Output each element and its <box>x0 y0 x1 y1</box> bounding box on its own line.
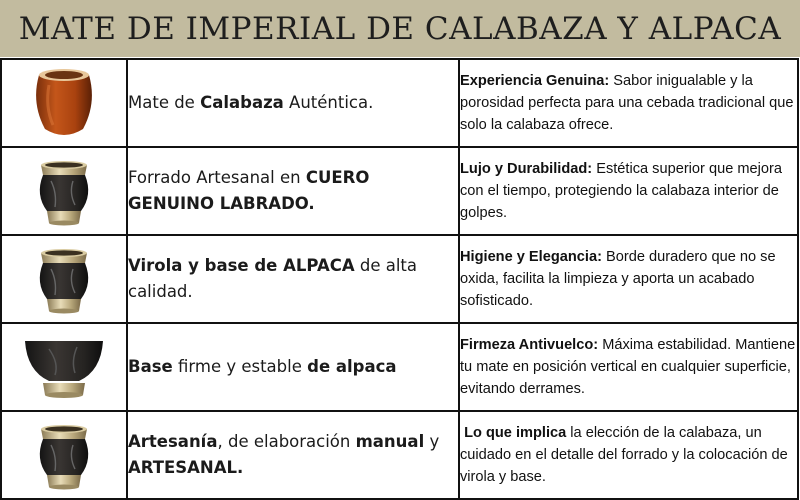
feature-text-bold: ARTESANAL. <box>128 458 244 477</box>
benefit-cell <box>459 59 798 147</box>
feature-text-segment: , de elaboración <box>217 432 356 451</box>
product-image-cell <box>1 323 127 411</box>
feature-text-segment: y <box>424 432 440 451</box>
benefit-cell <box>459 411 798 499</box>
benefit-description: Estética superior que mejora con el tiempo, protegiendo la calabaza interior de golpes. <box>460 161 782 221</box>
benefit-title: Higiene y Elegancia: <box>460 249 602 265</box>
benefit-description: Máxima estabilidad. Mantiene tu mate en posición vertical en cualquier superficie, evitando derrames. <box>460 337 796 397</box>
table-row <box>1 59 798 147</box>
feature-text-bold: Artesanía <box>128 432 218 451</box>
benefit-text <box>460 422 797 488</box>
product-image-cell <box>1 235 127 323</box>
feature-text-bold: CUERO GENUINO LABRADO. <box>128 168 370 213</box>
benefit-text <box>460 246 797 312</box>
feature-text <box>128 354 458 380</box>
feature-text-bold: Virola y base de ALPACA <box>128 256 355 275</box>
benefit-cell <box>459 235 798 323</box>
mate-imperial-artesanal-icon <box>19 415 109 495</box>
mate-imperial-virola-icon <box>19 239 109 319</box>
feature-text-segment: Mate de <box>128 93 201 112</box>
benefit-cell <box>459 147 798 235</box>
feature-text <box>128 253 458 305</box>
benefit-text <box>460 158 797 224</box>
feature-text-segment: firme y estable <box>172 357 308 376</box>
title-banner <box>0 0 800 57</box>
mate-calabaza-natural-icon <box>19 63 109 143</box>
product-image-cell <box>1 411 127 499</box>
feature-text-bold: de alpaca <box>307 357 397 376</box>
feature-text-segment: Forrado Artesanal en <box>128 168 306 187</box>
benefit-text <box>460 334 797 400</box>
table-row <box>1 235 798 323</box>
product-image-cell <box>1 147 127 235</box>
feature-text <box>128 429 458 481</box>
benefit-description: Sabor inigualable y la porosidad perfecta para una cebada tradicional que solo la calabaza ofrece. <box>460 73 794 133</box>
feature-text-bold: manual <box>355 432 425 451</box>
table-row <box>1 147 798 235</box>
benefit-cell <box>459 323 798 411</box>
benefit-description: la elección de la calabaza, un cuidado en el detalle del forrado y la colocación de virola y base. <box>460 425 788 485</box>
feature-text <box>128 165 458 217</box>
feature-text-bold: Base <box>128 357 173 376</box>
feature-cell <box>127 235 459 323</box>
features-table <box>0 58 799 500</box>
page-title: MATE DE IMPERIAL DE CALABAZA Y ALPACA <box>18 10 782 47</box>
feature-text <box>128 90 458 116</box>
feature-cell <box>127 147 459 235</box>
feature-text-bold: Calabaza <box>200 93 284 112</box>
benefit-title: Experiencia Genuina: <box>460 73 610 89</box>
benefit-title: Firmeza Antivuelco: <box>460 337 599 353</box>
benefit-title: Lo que implica <box>460 425 567 441</box>
table-row <box>1 411 798 499</box>
feature-cell <box>127 411 459 499</box>
benefit-description: Borde duradero que no se oxida, facilita la limpieza y aporta un acabado sofisticado. <box>460 249 776 309</box>
feature-cell <box>127 323 459 411</box>
feature-text-segment: de alta calidad. <box>128 256 417 301</box>
benefit-text <box>460 70 797 136</box>
mate-base-alpaca-icon <box>19 327 109 407</box>
feature-cell <box>127 59 459 147</box>
mate-imperial-cuero-icon <box>19 151 109 231</box>
table-row <box>1 323 798 411</box>
benefit-title: Lujo y Durabilidad: <box>460 161 593 177</box>
product-image-cell <box>1 59 127 147</box>
feature-text-segment: Auténtica. <box>283 93 374 112</box>
